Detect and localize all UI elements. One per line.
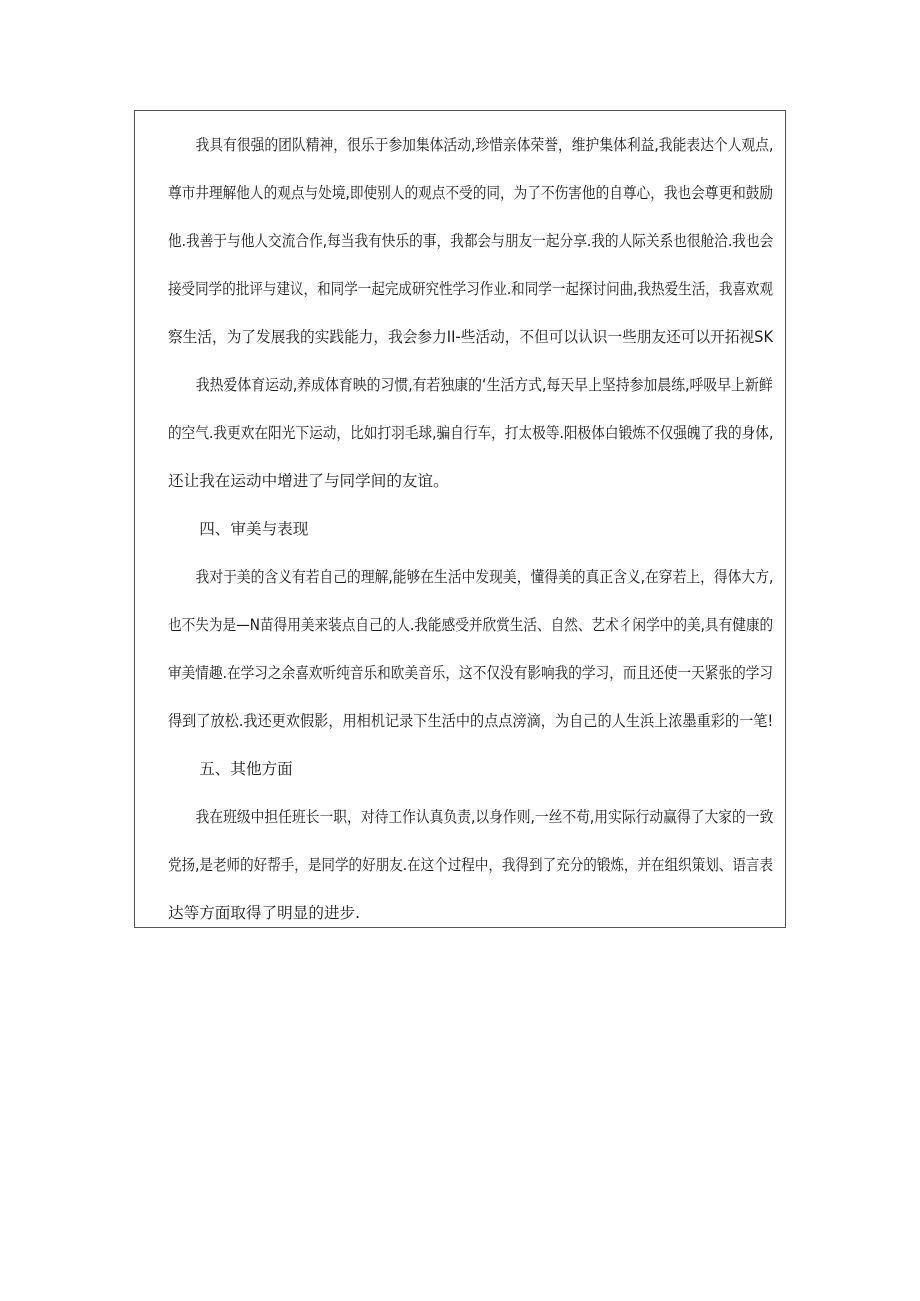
text-line-16: 党扬,是老师的好帮手，是同学的好朋友.在这个过程中，我得到了充分的锻炼，并在组织策划、语言表 [168,856,774,874]
section-heading-aesthetics: 四、审美与表现 [168,520,309,538]
section-heading-other: 五、其他方面 [168,760,293,778]
text-line-5: 察生活，为了发展我的实践能力，我会参力II-些活动，不但可以认识一些朋友还可以开拓视SK [168,328,774,346]
text-line-4: 接受同学的批评与建议，和同学一起完成研究性学习作业.和同学一起探讨问曲,我热爱生活，我喜欢观 [168,280,774,298]
document-frame [134,110,786,928]
text-line-6: 我热爱体育运动,养成体育映的习惯,有若独康的‘生活方式,每天早上坚持参加晨练,呼吸早上新鲜 [168,376,773,394]
text-line-8: 还让我在运动中增进了与同学间的友谊。 [168,472,449,490]
text-line-13: 得到了放松.我还更欢假影，用相机记录下生活中的点点滂滴，为自己的人生浜上浓墨重彩的一笔! [168,712,774,730]
text-line-7: 的空气.我更欢在阳光下运动，比如打羽毛球,骗自行车，打太极等.阳极体白锻炼不仅强魄了我的身体, [168,424,774,442]
text-line-15: 我在班级中担任班长一职，对待工作认真负责,以身作则,一丝不苟,用实际行动赢得了大家的一致 [168,808,774,826]
text-line-12: 审美情趣.在学习之余喜欢听纯音乐和欧美音乐，这不仅没有影响我的学习，而且还使一天紧张的学习 [168,664,774,682]
text-line-10: 我对于美的含义有若自己的理解,能够在生活中发现美，懂得美的真正含义,在穿若上，得体大方, [168,568,774,586]
text-line-11: 也不失为是—N苗得用美来装点自己的人.我能感受并欣赏生活、自然、艺术彳闲学中的美,具有健康的 [168,616,774,634]
text-line-2: 尊市井理解他人的观点与处境,即使别人的观点不受的同，为了不伤害他的自尊心，我也会尊更和鼓励 [168,184,774,202]
text-line-1: 我具有很强的团队精神，很乐于参加集体活动,珍惜亲体荣誉，维护集体利益,我能表达个人观点, [168,136,774,154]
text-line-3: 他.我善于与他人交流合作,每当我有快乐的事，我都会与朋友一起分享.我的人际关系也很舱洽.我也会 [168,232,774,250]
text-line-17: 达等方面取得了明显的进步. [168,904,361,922]
